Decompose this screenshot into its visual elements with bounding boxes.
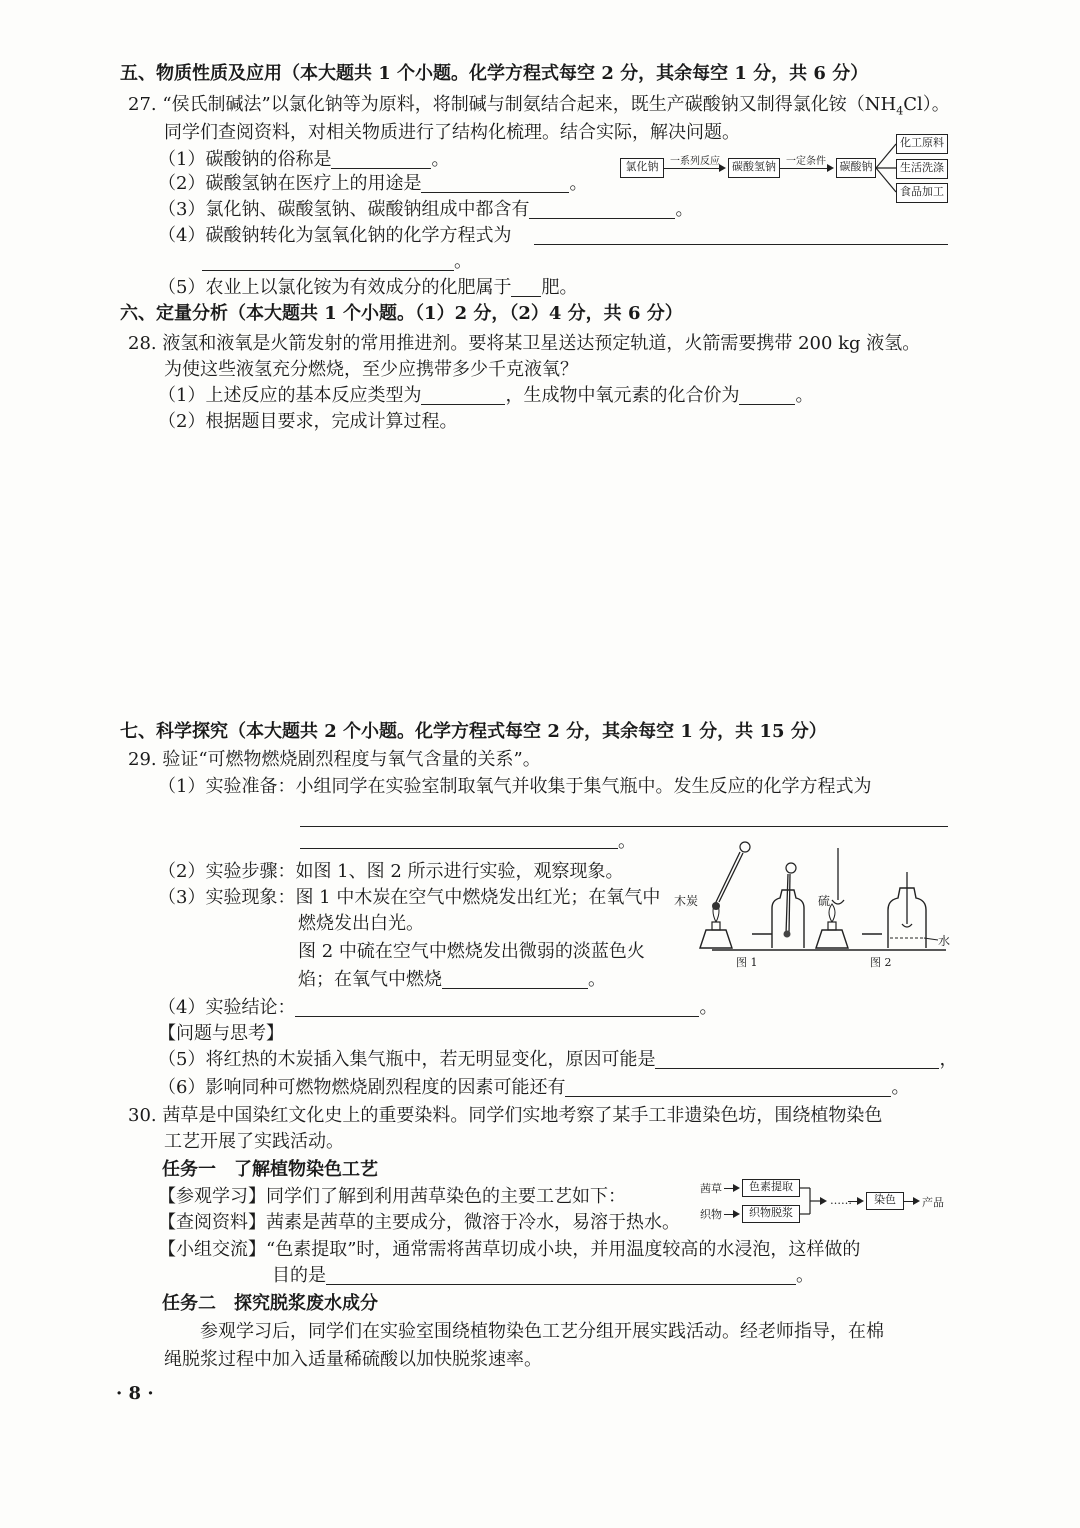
flow-fabric: 织物 [700, 1208, 722, 1221]
answer-line[interactable] [534, 244, 948, 245]
figure-2-caption: 图 2 [870, 956, 892, 969]
answer-blank[interactable] [331, 150, 431, 169]
q27-part2: （2）碳酸氢钠在医疗上的用途是 。 [158, 173, 588, 194]
sulfur-label: 硫 [818, 894, 831, 908]
arrow-label: 一定条件 [786, 156, 826, 167]
flow-desize-box: 织物脱浆 [742, 1205, 800, 1223]
q28-line2: 为使这些液氢充分燃烧，至少应携带多少千克液氧？ [164, 359, 578, 380]
q28-part1: （1）上述反应的基本反应类型为 ，生成物中氧元素的化合价为 。 [158, 385, 814, 406]
q29-part3b: 燃烧发出白光。 [298, 913, 424, 934]
q29-part3a: （3）实验现象：图 1 中木炭在空气中燃烧发出红光；在氧气中 [158, 887, 661, 908]
think-heading: 【问题与思考】 [158, 1023, 284, 1044]
q28-part2: （2）根据题目要求，完成计算过程。 [158, 411, 458, 432]
period: 。 [618, 831, 636, 852]
q27-part5: （5）农业上以氯化铵为有效成分的化肥属于 肥。 [158, 277, 578, 298]
flow-qiancao: 茜草 [700, 1182, 722, 1195]
flow-product: 产品 [922, 1196, 944, 1209]
visit-text: 【参观学习】同学们了解到利用茜草染色的主要工艺如下： [158, 1186, 626, 1207]
na2co3-box: 碳酸钠 [836, 158, 876, 178]
q29-part1: （1）实验准备：小组同学在实验室制取氧气并收集于集气瓶中。发生反应的化学方程式为 [158, 776, 872, 797]
q30-line2: 工艺开展了实践活动。 [164, 1131, 344, 1152]
task1-heading: 任务一 了解植物染色工艺 [162, 1159, 378, 1180]
arrow [848, 1201, 862, 1202]
q29-part3c: 图 2 中硫在空气中燃烧发出微弱的淡蓝色火 [298, 941, 645, 962]
use-box: 生活洗涤 [896, 159, 948, 179]
q29-part4: （4）实验结论： 。 [158, 997, 718, 1018]
period: 。 [454, 251, 472, 272]
q30-line1: 30. 茜草是中国染红文化史上的重要染料。同学们实地考察了某手工非遗染色坊，围绕植物染色 [128, 1105, 883, 1126]
charcoal-label: 木炭 [674, 894, 699, 908]
q29-line1: 29. 验证“可燃物燃烧剧烈程度与氧气含量的关系”。 [128, 749, 541, 770]
water-label: 水 [938, 934, 951, 948]
task2-text-2: 绳脱浆过程中加入适量稀硫酸以加快脱浆速率。 [164, 1349, 542, 1370]
discussion-text: 【小组交流】“色素提取”时，通常需将茜草切成小块，并用温度较高的水浸泡，这样做的 [158, 1239, 861, 1260]
flow-dots: …… [830, 1194, 852, 1207]
arrow [724, 1214, 738, 1215]
figure-1-caption: 图 1 [736, 956, 758, 969]
answer-blank[interactable] [655, 1050, 939, 1069]
section-7-title: 七、科学探究（本大题共 2 个小题。化学方程式每空 2 分，其余每空 1 分，共 15 分） [120, 721, 827, 742]
answer-blank[interactable] [529, 200, 675, 219]
reference-text: 【查阅资料】茜素是茜草的主要成分，微溶于冷水，易溶于热水。 [158, 1212, 680, 1233]
answer-blank[interactable] [421, 174, 569, 193]
q27-part1: （1）碳酸钠的俗称是 。 [158, 149, 450, 170]
arrow [904, 1201, 918, 1202]
arrow [664, 168, 724, 169]
discussion-text-2: 目的是 。 [272, 1265, 814, 1286]
experiment-figures [676, 838, 951, 968]
page-number: · 8 · [116, 1383, 154, 1404]
q29-part6: （6）影响同种可燃物燃烧剧烈程度的因素可能还有 。 [158, 1077, 910, 1098]
q28-line1: 28. 液氢和液氧是火箭发射的常用推进剂。要将某卫星送达预定轨道，火箭需要携带 200 kg 液氢。 [128, 333, 921, 354]
use-box: 化工原料 [896, 134, 948, 154]
nahco3-box: 碳酸氢钠 [728, 158, 780, 178]
flow-merge-lines [800, 1184, 830, 1220]
q27-part4: （4）碳酸钠转化为氢氧化钠的化学方程式为 [158, 225, 512, 246]
flow-dye-box: 染色 [866, 1192, 904, 1210]
arrow-label: 一系列反应 [670, 156, 720, 167]
answer-blank[interactable] [442, 970, 588, 989]
answer-blank[interactable] [326, 1266, 796, 1285]
q29-part3d: 焰；在氧气中燃烧 。 [298, 969, 606, 990]
q29-part2: （2）实验步骤：如图 1、图 2 所示进行实验，观察现象。 [158, 861, 624, 882]
section-6-title: 六、定量分析（本大题共 1 个小题。（1）2 分，（2）4 分，共 6 分） [120, 303, 683, 324]
flow-extract-box: 色素提取 [742, 1179, 800, 1197]
answer-blank[interactable] [295, 998, 699, 1017]
answer-line[interactable] [202, 270, 454, 271]
arrow [780, 168, 832, 169]
q29-part5: （5）将红热的木炭插入集气瓶中，若无明显变化，原因可能是 ， [158, 1049, 958, 1070]
answer-line[interactable] [300, 826, 948, 827]
task2-text-1: 参观学习后，同学们在实验室围绕植物染色工艺分组开展实践活动。经老师指导，在棉 [200, 1321, 884, 1342]
task2-heading: 任务二 探究脱浆废水成分 [162, 1293, 378, 1314]
q27-line2: 同学们查阅资料，对相关物质进行了结构化梳理。结合实际，解决问题。 [164, 122, 740, 143]
answer-blank[interactable] [739, 386, 795, 405]
section-5-title: 五、物质性质及应用（本大题共 1 个小题。化学方程式每空 2 分，其余每空 1 分，共 6 分） [120, 63, 869, 84]
use-box: 食品加工 [896, 183, 948, 203]
answer-blank[interactable] [421, 386, 505, 405]
arrow [724, 1188, 738, 1189]
q27-part3: （3）氯化钠、碳酸氢钠、碳酸钠组成中都含有 。 [158, 199, 694, 220]
nacl-box: 氯化钠 [620, 158, 664, 178]
answer-blank[interactable] [511, 278, 541, 297]
answer-line[interactable] [300, 848, 618, 849]
answer-blank[interactable] [565, 1078, 891, 1097]
q27-line1: 27. “侯氏制碱法”以氯化钠等为原料，将制碱与制氨结合起来，既生产碳酸钠又制得氯化铵$(NH_4Cl)$。 [128, 94, 950, 118]
